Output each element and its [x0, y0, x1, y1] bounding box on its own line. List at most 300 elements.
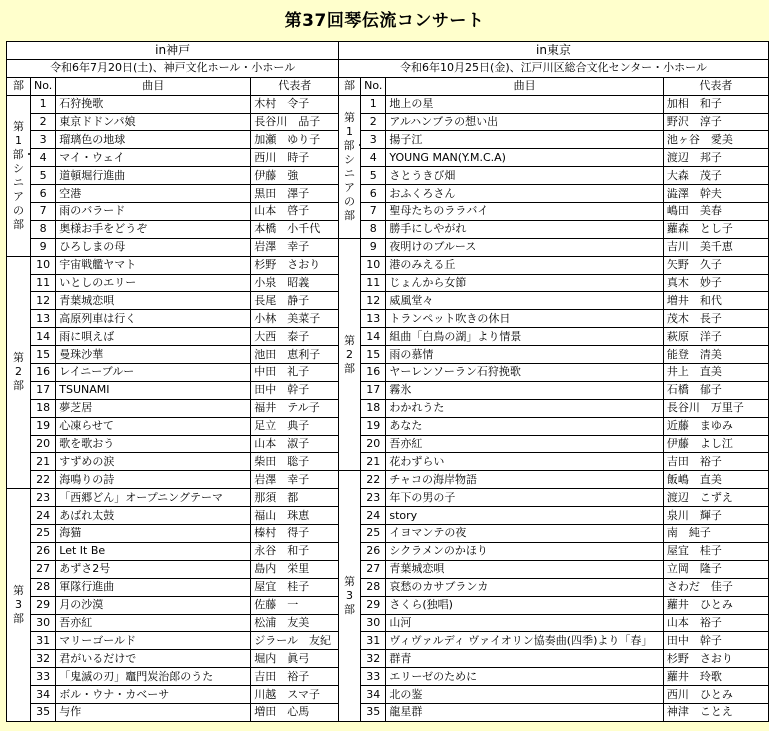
program-row [339, 310, 769, 328]
venue-info-row [339, 59, 769, 77]
song-title: いとしのエリー [56, 274, 251, 292]
song-title: Let It Be [56, 542, 251, 560]
program-row [7, 703, 339, 721]
row-number: 8 [31, 220, 56, 238]
song-title: マイ・ウェイ [56, 149, 251, 167]
song-title: 君がいるだけで [56, 650, 251, 668]
program-row [7, 292, 339, 310]
song-title: ヤーレンソーラン石狩挽歌 [386, 364, 663, 382]
performer-name: 立岡 隆子 [663, 560, 768, 578]
song-title: さくら(独唱) [386, 596, 663, 614]
performer-name: 小泉 昭義 [251, 274, 339, 292]
performer-name: 伊藤 よし江 [663, 435, 768, 453]
performer-name: 山本 裕子 [663, 614, 768, 632]
program-row [7, 310, 339, 328]
program-row [7, 274, 339, 292]
song-title: あずさ2号 [56, 560, 251, 578]
header-song: 曲目 [386, 77, 663, 95]
program-row [339, 507, 769, 525]
performer-name: 嶋田 美春 [663, 203, 768, 221]
song-title: 東京ドドンパ娘 [56, 113, 251, 131]
song-title: トランペット吹きの休日 [386, 310, 663, 328]
row-number: 20 [31, 435, 56, 453]
song-title: わかれうた [386, 399, 663, 417]
song-title: TSUNAMI [56, 381, 251, 399]
venue-name-row [339, 42, 769, 60]
program-row [339, 364, 769, 382]
performer-name: 屋宜 桂子 [663, 542, 768, 560]
header-song: 曲目 [56, 77, 251, 95]
song-title: あなた [386, 417, 663, 435]
row-number: 28 [361, 578, 386, 596]
program-row [7, 149, 339, 167]
performer-name: 蘿森 とし子 [663, 220, 768, 238]
program-row [7, 668, 339, 686]
performer-name: 矢野 久子 [663, 256, 768, 274]
performer-name: 渡辺 邦子 [663, 149, 768, 167]
song-title: 軍隊行進曲 [56, 578, 251, 596]
song-title: 道頓堀行進曲 [56, 167, 251, 185]
venue-date-location: 令和6年10月25日(金)、江戸川区総合文化センター・小ホール [339, 59, 769, 77]
row-number: 21 [31, 453, 56, 471]
part-label-text: 第1部・シニアの部 [343, 110, 366, 222]
performer-name: 黒田 澤子 [251, 185, 339, 203]
performer-name: 能登 清美 [663, 346, 768, 364]
column-header-row [7, 77, 339, 95]
program-row [339, 399, 769, 417]
performer-name: 真木 妙子 [663, 274, 768, 292]
performer-name: 萩原 洋子 [663, 328, 768, 346]
performer-name: 吉川 美千恵 [663, 238, 768, 256]
part-label [7, 95, 35, 256]
row-number: 31 [31, 632, 56, 650]
performer-name: 蘿井 ひとみ [663, 596, 768, 614]
performer-name: 岩澤 幸子 [251, 471, 339, 489]
row-number: 32 [31, 650, 56, 668]
program-row [7, 632, 339, 650]
row-number: 5 [31, 167, 56, 185]
song-title: 哀愁のカサブランカ [386, 578, 663, 596]
program-row [339, 453, 769, 471]
row-number: 18 [31, 399, 56, 417]
program-row [7, 346, 339, 364]
part-label [339, 471, 361, 721]
performer-name: 福山 珠恵 [251, 507, 339, 525]
song-title: YOUNG MAN(Y.M.C.A) [386, 149, 663, 167]
performer-name: 池ヶ谷 愛美 [663, 131, 768, 149]
row-number: 34 [361, 686, 386, 704]
row-number: 30 [31, 614, 56, 632]
program-row [7, 364, 339, 382]
row-number: 1 [361, 95, 386, 113]
header-performer: 代表者 [251, 77, 339, 95]
performer-name: 西川 ひとみ [663, 686, 768, 704]
program-row [7, 238, 339, 256]
song-title: 「鬼滅の刃」竈門炭治郎のうた [56, 668, 251, 686]
song-title: 霧氷 [386, 381, 663, 399]
program-row [339, 95, 769, 113]
row-number: 23 [31, 489, 56, 507]
performer-name: 蘿井 玲歌 [663, 668, 768, 686]
row-number: 23 [361, 489, 386, 507]
part-label [7, 256, 31, 489]
row-number: 31 [361, 632, 386, 650]
part-label [339, 238, 361, 471]
performer-name: 佐藤 一 [251, 596, 339, 614]
program-row [7, 220, 339, 238]
row-number: 2 [31, 113, 56, 131]
row-number: 34 [31, 686, 56, 704]
song-title: 与作 [56, 703, 251, 721]
row-number: 26 [361, 542, 386, 560]
row-number: 29 [361, 596, 386, 614]
row-number: 22 [31, 471, 56, 489]
performer-name: 足立 典子 [251, 417, 339, 435]
header-part: 部 [7, 77, 31, 95]
performer-name: 茂木 長子 [663, 310, 768, 328]
song-title: シクラメンのかほり [386, 542, 663, 560]
row-number: 32 [361, 650, 386, 668]
song-title: 雨の慕情 [386, 346, 663, 364]
song-title: 歌を歌おう [56, 435, 251, 453]
song-title: 山河 [386, 614, 663, 632]
row-number: 12 [31, 292, 56, 310]
program-row [339, 435, 769, 453]
row-number: 19 [361, 417, 386, 435]
song-title: レイニーブルー [56, 364, 251, 382]
row-number: 14 [31, 328, 56, 346]
song-title: 年下の男の子 [386, 489, 663, 507]
song-title: 石狩挽歌 [56, 95, 251, 113]
program-row [7, 131, 339, 149]
row-number: 29 [31, 596, 56, 614]
performer-name: 飯嶋 直美 [663, 471, 768, 489]
song-title: 瑠璃色の地球 [56, 131, 251, 149]
venue-name: in神戸 [7, 42, 339, 60]
song-title: 吾亦紅 [386, 435, 663, 453]
song-title: 海猫 [56, 525, 251, 543]
row-number: 13 [361, 310, 386, 328]
part-label-text: 第3部 [13, 584, 24, 626]
program-row [7, 614, 339, 632]
performer-name: 加瀬 ゆり子 [251, 131, 339, 149]
row-number: 2 [361, 113, 386, 131]
song-title: 花わずらい [386, 453, 663, 471]
row-number: 1 [31, 95, 56, 113]
row-number: 19 [31, 417, 56, 435]
song-title: 月の沙漠 [56, 596, 251, 614]
song-title: 海鳴りの詩 [56, 471, 251, 489]
row-number: 25 [31, 525, 56, 543]
program-row [339, 203, 769, 221]
song-title: 威風堂々 [386, 292, 663, 310]
program-row [339, 274, 769, 292]
song-title: 港のみえる丘 [386, 256, 663, 274]
row-number: 9 [361, 238, 386, 256]
program-row [339, 560, 769, 578]
song-title: 北の鉴 [386, 686, 663, 704]
song-title: チャコの海岸物語 [386, 471, 663, 489]
song-title: マリーゴールド [56, 632, 251, 650]
performer-name: 澁澤 幹夫 [663, 185, 768, 203]
program-row [339, 525, 769, 543]
performer-name: 神津 ことえ [663, 703, 768, 721]
performer-name: 増田 心馬 [251, 703, 339, 721]
program-row [339, 167, 769, 185]
program-row [7, 560, 339, 578]
performer-name: 岩澤 幸子 [251, 238, 339, 256]
performer-name: 吉田 裕子 [251, 668, 339, 686]
performer-name: 吉田 裕子 [663, 453, 768, 471]
row-number: 26 [31, 542, 56, 560]
row-number: 7 [31, 203, 56, 221]
row-number: 22 [361, 471, 386, 489]
song-title: おふくろさん [386, 185, 663, 203]
program-row [339, 328, 769, 346]
part-label-text: 第1部・シニアの部 [12, 119, 35, 231]
program-row [7, 596, 339, 614]
row-number: 24 [31, 507, 56, 525]
program-row [7, 328, 339, 346]
kobe-program-table [6, 41, 339, 722]
program-row [339, 596, 769, 614]
program-row [339, 650, 769, 668]
program-row [339, 578, 769, 596]
performer-name: さわだ 佳子 [663, 578, 768, 596]
program-row [339, 614, 769, 632]
program-row [7, 507, 339, 525]
row-number: 25 [361, 525, 386, 543]
header-no: No. [31, 77, 56, 95]
performer-name: 中田 礼子 [251, 364, 339, 382]
song-title: さとうきび畑 [386, 167, 663, 185]
row-number: 17 [31, 381, 56, 399]
program-row [339, 686, 769, 704]
program-row [7, 453, 339, 471]
performer-name: 本橋 小千代 [251, 220, 339, 238]
program-row [339, 542, 769, 560]
song-title: story [386, 507, 663, 525]
program-row [7, 167, 339, 185]
performer-name: 近藤 まゆみ [663, 417, 768, 435]
performer-name: 大西 泰子 [251, 328, 339, 346]
program-row [7, 203, 339, 221]
performer-name: 山本 淑子 [251, 435, 339, 453]
part-label-text: 第2部 [13, 351, 24, 393]
program-row [7, 381, 339, 399]
performer-name: 榛村 得子 [251, 525, 339, 543]
performer-name: ジラール 友紀 [251, 632, 339, 650]
program-row [7, 542, 339, 560]
program-row [339, 113, 769, 131]
page-title: 第37回琴伝流コンサート [284, 11, 485, 31]
part-label [339, 95, 366, 238]
performer-name: 野沢 淳子 [663, 113, 768, 131]
program-row [339, 471, 769, 489]
program-row [7, 113, 339, 131]
program-row [339, 489, 769, 507]
header-no: No. [361, 77, 386, 95]
performer-name: 長谷川 品子 [251, 113, 339, 131]
program-row [7, 95, 339, 113]
program-row [339, 668, 769, 686]
row-number: 30 [361, 614, 386, 632]
venue-name-row [7, 42, 339, 60]
row-number: 35 [31, 703, 56, 721]
performer-name: 南 純子 [663, 525, 768, 543]
row-number: 27 [361, 560, 386, 578]
song-title: 吾亦紅 [56, 614, 251, 632]
header-part: 部 [339, 77, 361, 95]
song-title: ボル・ウナ・カベーサ [56, 686, 251, 704]
performer-name: 那須 都 [251, 489, 339, 507]
performer-name: 伊藤 強 [251, 167, 339, 185]
row-number: 3 [31, 131, 56, 149]
program-row [339, 149, 769, 167]
performer-name: 井上 直美 [663, 364, 768, 382]
row-number: 8 [361, 220, 386, 238]
row-number: 14 [361, 328, 386, 346]
song-title: 空港 [56, 185, 251, 203]
song-title: ひろしまの母 [56, 238, 251, 256]
program-row [339, 346, 769, 364]
program-row [7, 650, 339, 668]
song-title: 青葉城恋唄 [386, 560, 663, 578]
performer-name: 小林 美菜子 [251, 310, 339, 328]
program-row [339, 185, 769, 203]
program-row [339, 632, 769, 650]
row-number: 15 [31, 346, 56, 364]
song-title: 聖母たちのララバイ [386, 203, 663, 221]
program-row [7, 185, 339, 203]
performer-name: 杉野 さおり [663, 650, 768, 668]
program-row [339, 220, 769, 238]
performer-name: 長尾 静子 [251, 292, 339, 310]
row-number: 20 [361, 435, 386, 453]
row-number: 24 [361, 507, 386, 525]
row-number: 21 [361, 453, 386, 471]
song-title: 揚子江 [386, 131, 663, 149]
performer-name: 木村 令子 [251, 95, 339, 113]
row-number: 4 [31, 149, 56, 167]
program-row [339, 238, 769, 256]
column-header-row [339, 77, 769, 95]
performer-name: 川越 スマ子 [251, 686, 339, 704]
song-title: 宇宙戦艦ヤマト [56, 256, 251, 274]
song-title: イヨマンテの夜 [386, 525, 663, 543]
song-title: 地上の星 [386, 95, 663, 113]
song-title: 奥様お手をどうぞ [56, 220, 251, 238]
row-number: 13 [31, 310, 56, 328]
program-row [339, 131, 769, 149]
song-title: 夜明けのブルース [386, 238, 663, 256]
part-label [7, 489, 31, 722]
performer-name: 池田 恵利子 [251, 346, 339, 364]
row-number: 27 [31, 560, 56, 578]
song-title: 夢芝居 [56, 399, 251, 417]
song-title: ヴィヴァルディ ヴァイオリン協奏曲(四季)より「春」 [386, 632, 663, 650]
row-number: 10 [361, 256, 386, 274]
part-label-text: 第2部 [344, 333, 356, 375]
performer-name: 福井 テル子 [251, 399, 339, 417]
song-title: 龍星群 [386, 703, 663, 721]
row-number: 4 [361, 149, 386, 167]
row-number: 12 [361, 292, 386, 310]
performer-name: 加相 和子 [663, 95, 768, 113]
venue-name: in東京 [339, 42, 769, 60]
performer-name: 杉野 さおり [251, 256, 339, 274]
program-row [7, 525, 339, 543]
row-number: 33 [31, 668, 56, 686]
performer-name: 堀内 眞弓 [251, 650, 339, 668]
performer-name: 渡辺 こずえ [663, 489, 768, 507]
song-title: 青葉城恋唄 [56, 292, 251, 310]
row-number: 17 [361, 381, 386, 399]
song-title: 高原列車は行く [56, 310, 251, 328]
row-number: 33 [361, 668, 386, 686]
song-title: すずめの涙 [56, 453, 251, 471]
program-row [7, 686, 339, 704]
row-number: 11 [31, 274, 56, 292]
performer-name: 永谷 和子 [251, 542, 339, 560]
header-performer: 代表者 [663, 77, 768, 95]
performer-name: 長谷川 万里子 [663, 399, 768, 417]
row-number: 15 [361, 346, 386, 364]
row-number: 5 [361, 167, 386, 185]
song-title: 群青 [386, 650, 663, 668]
row-number: 9 [31, 238, 56, 256]
performer-name: 松浦 友美 [251, 614, 339, 632]
row-number: 16 [31, 364, 56, 382]
row-number: 35 [361, 703, 386, 721]
row-number: 10 [31, 256, 56, 274]
program-row [339, 381, 769, 399]
song-title: あばれ太鼓 [56, 507, 251, 525]
song-title: 心凍らせて [56, 417, 251, 435]
performer-name: 泉川 輝子 [663, 507, 768, 525]
program-row [7, 256, 339, 274]
program-row [7, 399, 339, 417]
venue-info-row [7, 59, 339, 77]
performer-name: 島内 栄里 [251, 560, 339, 578]
row-number: 16 [361, 364, 386, 382]
program-row [7, 471, 339, 489]
tokyo-program-table [338, 41, 769, 722]
row-number: 28 [31, 578, 56, 596]
row-number: 3 [361, 131, 386, 149]
program-row [7, 435, 339, 453]
song-title: アルハンブラの想い出 [386, 113, 663, 131]
performer-name: 山本 啓子 [251, 203, 339, 221]
row-number: 6 [31, 185, 56, 203]
performer-name: 田中 幹子 [251, 381, 339, 399]
program-row [7, 578, 339, 596]
venue-date-location: 令和6年7月20日(土)、神戸文化ホール・小ホール [7, 59, 339, 77]
program-row [339, 703, 769, 721]
program-row [339, 417, 769, 435]
row-number: 7 [361, 203, 386, 221]
row-number: 11 [361, 274, 386, 292]
row-number: 6 [361, 185, 386, 203]
program-row [339, 292, 769, 310]
performer-name: 大森 茂子 [663, 167, 768, 185]
program-row [7, 417, 339, 435]
song-title: じょんから女節 [386, 274, 663, 292]
performer-name: 屋宜 桂子 [251, 578, 339, 596]
performer-name: 石橋 郁子 [663, 381, 768, 399]
song-title: 曼珠沙華 [56, 346, 251, 364]
program-row [339, 256, 769, 274]
